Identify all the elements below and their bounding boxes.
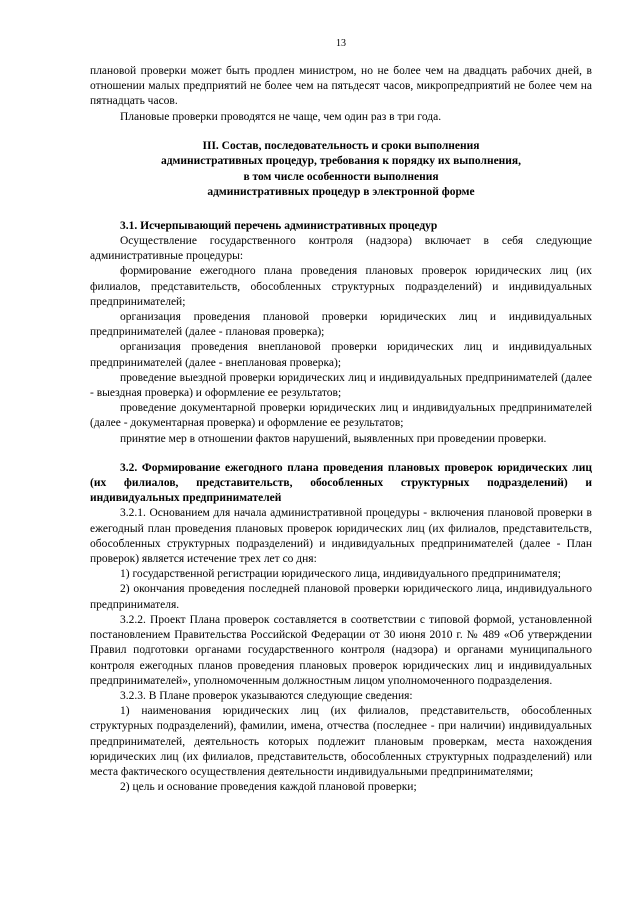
paragraph: 3.2.1. Основанием для начала административной процедуры - включения плановой проверки в ежегодный план проведения плановых проверок юридических лиц (их филиалов, представительств, обособленных структурных подразделений) и индивидуальных предпринимателей (далее - План проверок) является истечение трех лет со дня: [90,507,592,566]
paragraph: 3.2.2. Проект Плана проверок составляется в соответствии с типовой формой, установленной постановлением Правительства Российской Федерации от 30 июня 2010 г. № 489 «Об утверждении Правил подготовки органами государственного контроля (надзора) и органами муниципального контроля ежегодных планов проведения плановых проверок юридических лиц и индивидуальных предпринимателей», уполномоченным должностным лицом уполномоченного подразделения. [90,613,592,687]
section-title-line: административных процедур, требования к порядку их выполнения, [160,155,522,168]
list-item: проведение выездной проверки юридических лиц и индивидуальных предпринимателей (далее - выездная проверка) и оформление ее результатов; [90,371,592,400]
document-body [90,64,592,795]
section-title-line: административных процедур в электронной форме [207,186,475,199]
list-item: проведение документарной проверки юридических лиц и индивидуальных предпринимателей (далее - документарная проверка) и оформление ее результатов; [90,402,592,430]
section-title-line: III. Состав, последовательность и сроки выполнения [202,139,480,152]
list-item: 2) окончания проведения последней плановой проверки юридического лица, индивидуального предпринимателя. [90,583,592,611]
list-item: организация проведения внеплановой проверки юридических лиц и индивидуальных предпринимателей (далее - внеплановая проверка); [90,341,592,369]
section-title [90,139,592,201]
page-number: 13 [336,38,346,49]
list-item: формирование ежегодного плана проведения плановых проверок юридических лиц (их филиалов, представительств, обособленных структурных подразделений) и индивидуальных предпринимателей; [90,265,592,308]
paragraph: Плановые проверки проводятся не чаще, чем один раз в три года. [120,110,442,123]
list-item: принятие мер в отношении фактов нарушений, выявленных при проведении проверки. [120,432,547,445]
paragraph: Осуществление государственного контроля (надзора) включает в себя следующие административные процедуры: [90,235,592,263]
list-item: 2) цель и основание проведения каждой плановой проверки; [120,781,417,794]
list-item: 1) наименования юридических лиц (их филиалов, представительств, обособленных структурных подразделений), фамилии, имена, отчества (последнее - при наличии) индивидуальных предпринимателей, деятельность которых подлежит плановым проверкам, места нахождения юридических лиц (их филиалов, представительств, обособленных структурных подразделений) или места фактического осуществления деятельности индивидуальными предпринимателями; [90,705,592,778]
section-title-line: в том числе особенности выполнения [243,170,439,183]
paragraph: 3.2.3. В Плане проверок указываются следующие сведения: [120,689,413,702]
list-item: организация проведения плановой проверки юридических лиц и индивидуальных предпринимателей (далее - плановая проверка); [90,311,592,339]
subsection-heading: 3.2. Формирование ежегодного плана проведения плановых проверок юридических лиц (их филиалов, представительств, обособленных структурных подразделений) и индивидуальных предпринимателей [90,461,592,505]
subsection-heading: 3.1. Исчерпывающий перечень административных процедур [120,219,438,232]
spacer [90,447,592,461]
paragraph: плановой проверки может быть продлен министром, но не более чем на двадцать рабочих дней, в отношении малых предприятий не более чем на пятьдесят часов, микропредприятий не более чем на пятнадцать часов. [90,65,592,108]
list-item: 1) государственной регистрации юридического лица, индивидуального предпринимателя; [120,568,561,581]
